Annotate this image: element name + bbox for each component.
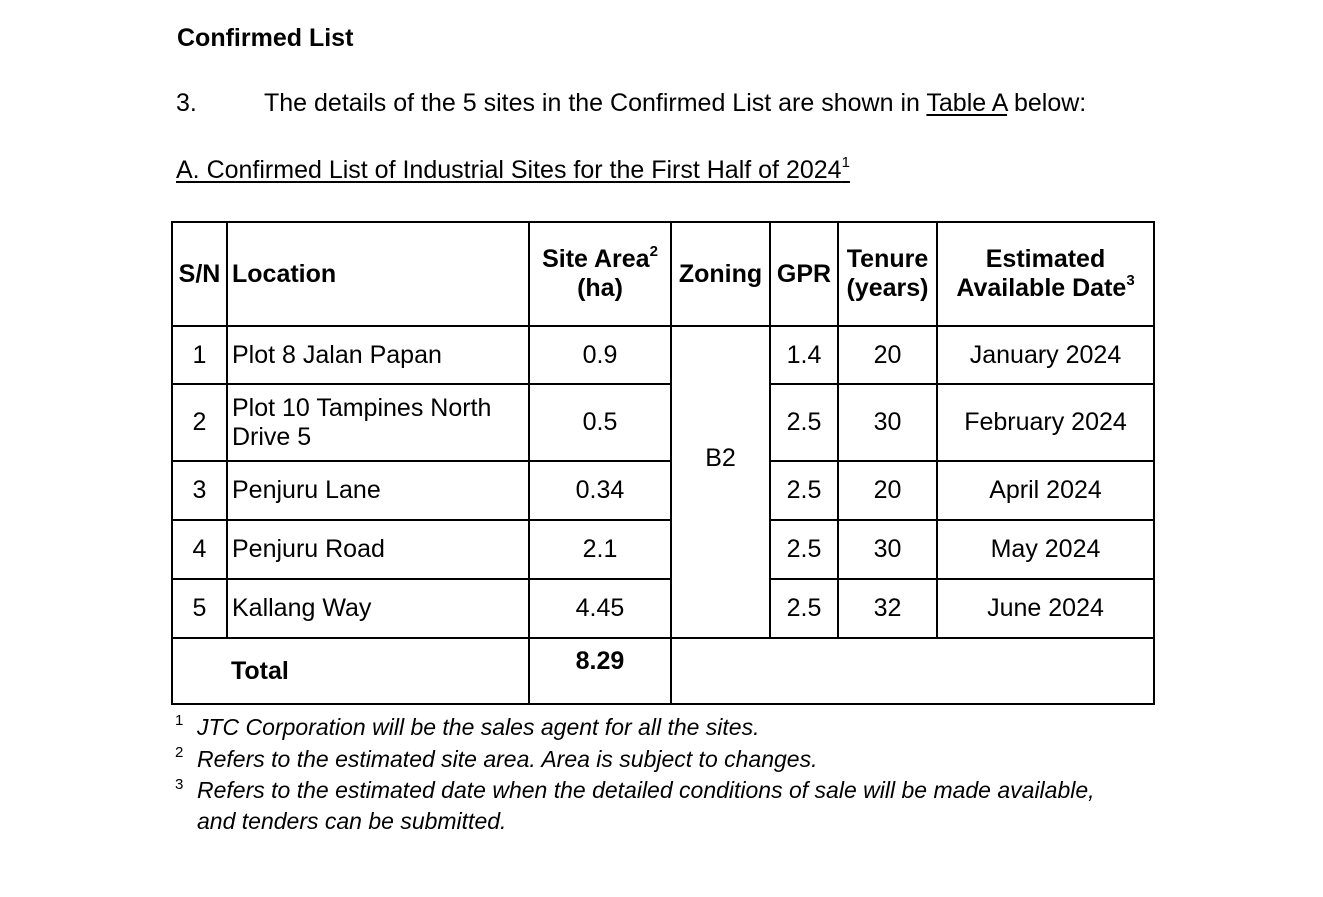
- cell-sn: 4: [172, 520, 227, 579]
- header-sn: S/N: [172, 222, 227, 326]
- cell-location-line2: Drive 5: [232, 422, 312, 451]
- footnote-text: JTC Corporation will be the sales agent for all the sites.: [197, 714, 760, 740]
- cell-total-label: Total: [172, 638, 529, 704]
- header-date-line1: Estimated: [985, 245, 1106, 274]
- table-caption: [176, 156, 850, 185]
- footnote-text: Refers to the estimated site area. Area is subject to changes.: [197, 746, 818, 772]
- footnote-mark: 3: [175, 776, 184, 793]
- header-site-area: [529, 222, 671, 326]
- cell-location: [227, 384, 529, 461]
- header-tenure-unit: (years): [846, 274, 929, 302]
- cell-location: Penjuru Lane: [227, 461, 529, 520]
- paragraph-text-after: below:: [1007, 89, 1087, 117]
- footnote-mark: 2: [175, 744, 184, 761]
- cell-tenure: 30: [838, 520, 937, 579]
- cell-date: April 2024: [937, 461, 1154, 520]
- cell-sn: 2: [172, 384, 227, 461]
- header-site-area-label: Site Area: [542, 245, 650, 274]
- header-tenure: [838, 222, 937, 326]
- cell-area: 0.5: [529, 384, 671, 461]
- cell-date: February 2024: [937, 384, 1154, 461]
- cell-date: June 2024: [937, 579, 1154, 638]
- cell-location: Plot 8 Jalan Papan: [227, 326, 529, 384]
- cell-date: May 2024: [937, 520, 1154, 579]
- paragraph-number: 3.: [176, 89, 197, 117]
- header-available-date: [937, 222, 1154, 326]
- footnote-text-line1: Refers to the estimated date when the detailed conditions of sale will be made available,: [197, 777, 1095, 803]
- table-header-row: [172, 222, 1154, 326]
- header-date-line2: Available Date: [956, 274, 1127, 302]
- cell-sn: 1: [172, 326, 227, 384]
- cell-total-area: 8.29: [529, 638, 671, 704]
- section-heading: Confirmed List: [177, 24, 354, 52]
- cell-location-line1: Plot 10 Tampines North: [232, 393, 492, 422]
- table-row: [172, 326, 1154, 384]
- cell-area: 2.1: [529, 520, 671, 579]
- footnotes: [175, 711, 1095, 837]
- cell-total-empty: [671, 638, 1154, 704]
- cell-gpr: 2.5: [770, 384, 838, 461]
- caption-footnote-ref: 1: [841, 154, 850, 171]
- cell-area: 4.45: [529, 579, 671, 638]
- cell-zoning: B2: [671, 326, 770, 638]
- footnote: [175, 711, 1095, 743]
- footnote: [175, 775, 1095, 837]
- header-site-area-unit: (ha): [577, 274, 623, 302]
- table-row: [172, 461, 1154, 520]
- cell-sn: 5: [172, 579, 227, 638]
- cell-location: Penjuru Road: [227, 520, 529, 579]
- table-row: [172, 579, 1154, 638]
- table-reference-link: Table A: [926, 89, 1008, 117]
- cell-gpr: 1.4: [770, 326, 838, 384]
- cell-tenure: 20: [838, 326, 937, 384]
- table-total-row: [172, 638, 1154, 704]
- cell-gpr: 2.5: [770, 579, 838, 638]
- site-area-footnote-ref: 2: [649, 243, 658, 261]
- paragraph-text: [264, 89, 1086, 118]
- cell-area: 0.9: [529, 326, 671, 384]
- cell-date: January 2024: [937, 326, 1154, 384]
- header-tenure-label: Tenure: [846, 245, 929, 274]
- footnote: [175, 743, 1095, 775]
- date-footnote-ref: 3: [1126, 272, 1135, 289]
- sites-table: [171, 221, 1155, 705]
- table-row: [172, 520, 1154, 579]
- cell-tenure: 20: [838, 461, 937, 520]
- cell-location: Kallang Way: [227, 579, 529, 638]
- table-row: [172, 384, 1154, 461]
- table-caption-text: A. Confirmed List of Industrial Sites for the First Half of 2024: [176, 156, 842, 184]
- footnote-mark: 1: [175, 712, 184, 729]
- cell-tenure: 30: [838, 384, 937, 461]
- header-gpr: GPR: [770, 222, 838, 326]
- footnote-text-line2: and tenders can be submitted.: [197, 808, 507, 834]
- header-location: Location: [227, 222, 529, 326]
- paragraph-text-before: The details of the 5 sites in the Confirmed List are shown in: [264, 89, 927, 117]
- cell-area: 0.34: [529, 461, 671, 520]
- cell-gpr: 2.5: [770, 520, 838, 579]
- cell-sn: 3: [172, 461, 227, 520]
- cell-tenure: 32: [838, 579, 937, 638]
- cell-gpr: 2.5: [770, 461, 838, 520]
- header-zoning: Zoning: [671, 222, 770, 326]
